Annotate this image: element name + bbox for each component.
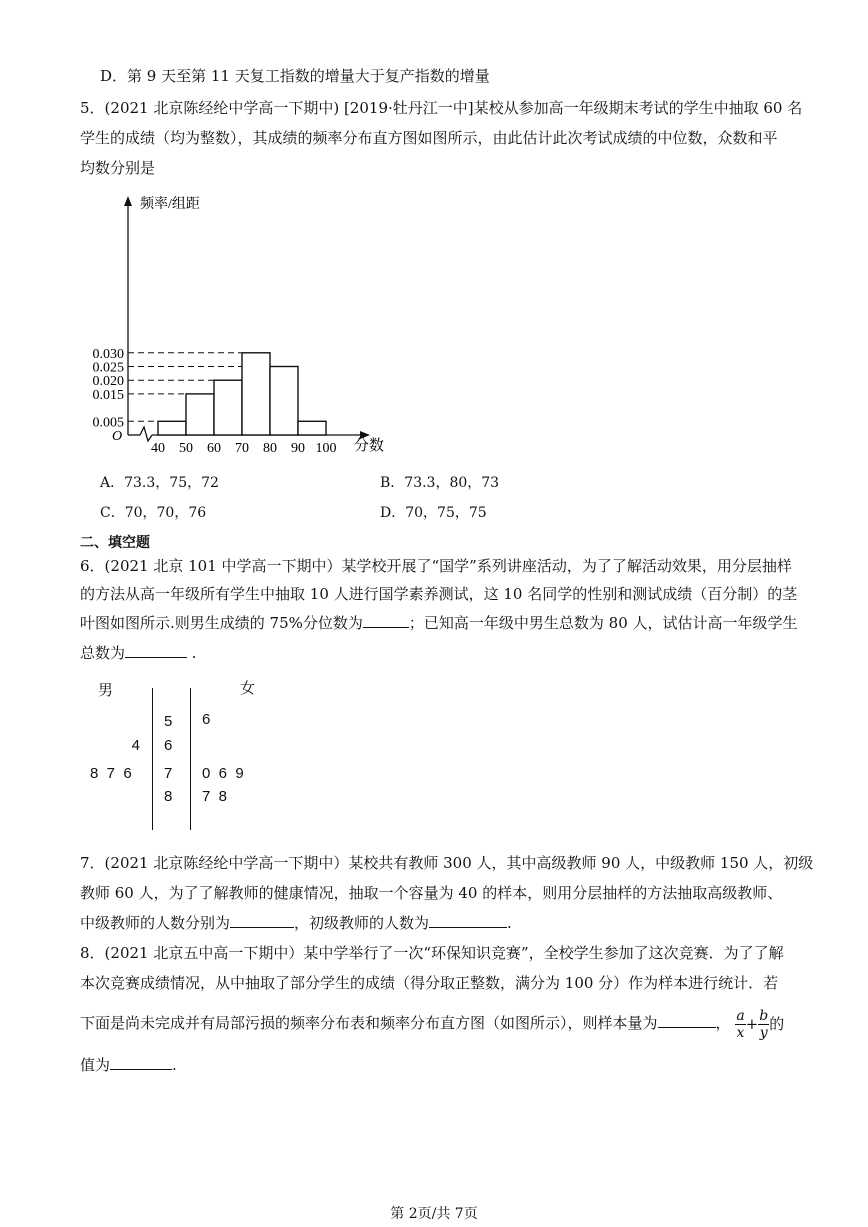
q8-blank-1[interactable] [658,1013,716,1028]
x-tick-label: 100 [315,441,337,456]
q6-line4 [80,643,197,663]
histogram-bar [270,367,298,436]
x-tick-label: 40 [151,441,165,456]
plus-sign: + [745,1015,759,1033]
x-tick-label: 90 [291,441,305,456]
y-axis-label: 频率/组距 [140,197,200,212]
x-tick-label: 60 [207,441,221,456]
q7-line3-text-a: 中级教师的人数分别为 [80,914,231,932]
q7-blank-1[interactable] [230,913,294,928]
q8-line2: 本次竞赛成绩情况，从中抽取了部分学生的成绩（得分取正整数，满分为 100 分）作为样本进行统计．若 [80,974,779,992]
q8-line4-text-a: 值为 [80,1056,111,1074]
y-tick-label: 0.015 [92,387,124,403]
q6-line4-text-a: 总数为 [80,644,126,662]
stem-row-3-stem: 7 [164,765,173,782]
x-tick-label: 80 [263,441,277,456]
histogram-bar [214,380,242,435]
y-tick-label: 0.025 [92,360,124,376]
origin-label: O [112,429,123,444]
y-axis-arrow [124,196,132,206]
q6-line1: 6．(2021 北京 101 中学高一下期中）某学校开展了“国学”系列讲座活动，为了了解活动效果，用分层抽样 [80,557,792,575]
page-footer: 第 2页/共 7页 [390,1206,478,1222]
q7-line3-text-b: ，初级教师的人数为 [294,914,430,932]
stem-divider-left [152,688,153,830]
q8-blank-2[interactable] [110,1055,172,1070]
stem-divider-right [190,688,191,830]
stem-row-4-stem: 8 [164,788,173,805]
q8-line4 [80,1055,177,1075]
q7-line3-text-c: . [507,914,512,932]
q5-option-c[interactable]: C．70，70，76 [100,505,207,521]
q8-line4-text-b: . [172,1056,177,1074]
q6-blank-2[interactable] [125,643,187,658]
q5-line2: 学生的成绩（均为整数），其成绩的频率分布直方图如图所示，由此估计此次考试成绩的中位数，众数和平 [80,129,778,147]
q7-line3 [80,913,512,933]
fraction-a-over-x [735,1008,745,1041]
q6-line4-text-b: . [187,644,197,662]
q4-option-d: D．第 9 天至第 11 天复工指数的增量大于复产指数的增量 [100,67,490,85]
q5-line1: 5．(2021 北京陈经纶中学高一下期中) [2019·牡丹江一中]某校从参加高一年级期末考试的学生中抽取 60 名 [80,99,803,117]
axis-break [140,427,152,441]
q8-line3-text-a: 下面是尚未完成并有局部污损的频率分布表和频率分布直方图（如图所示），则样本量为 [80,1014,658,1032]
fraction-1-numerator: a [736,1007,745,1024]
q5-option-d[interactable]: D．70，75，75 [380,505,487,521]
stem-leaf-plot [90,680,290,830]
q8-line3-text-b: ， [715,1014,731,1032]
stem-right-header: 女 [240,680,256,697]
histogram-bar [298,421,326,435]
y-tick-label: 0.005 [92,415,124,431]
x-tick-label: 70 [235,441,249,456]
fraction-2-denominator: y [759,1024,768,1041]
q6-line3 [80,613,798,633]
stem-row-1-stem: 5 [164,713,173,730]
fraction-2-numerator: b [759,1007,769,1024]
q8-line3 [80,1004,784,1043]
fraction-b-over-y [758,1008,769,1041]
q7-line1: 7．(2021 北京陈经纶中学高一下期中）某校共有教师 300 人，其中高级教师 90 人，中级教师 150 人，初级 [80,854,814,872]
x-axis-label: 分数 [354,438,385,454]
fraction-1-denominator: x [736,1024,745,1041]
frequency-histogram [92,190,400,460]
stem-row-2-stem: 6 [164,737,173,754]
section-title: 二、填空题 [80,535,150,551]
stem-row-4-right: 7 8 [202,788,228,805]
q8-line3-text-c: 的 [769,1015,785,1033]
q5-option-a[interactable]: A．73.3，75，72 [100,475,219,491]
stem-row-2-left: 4 [131,737,140,754]
stem-row-3-left: 8 7 6 [90,765,132,782]
y-tick-label: 0.020 [92,374,124,390]
histogram-bar [186,394,214,435]
q6-blank-1[interactable] [363,613,409,628]
stem-row-3-right: 0 6 9 [202,765,244,782]
q6-line2: 的方法从高一年级所有学生中抽取 10 人进行国学素养测试，这 10 名同学的性别和测试成绩（百分制）的茎 [80,585,798,603]
q7-blank-2[interactable] [429,913,507,928]
q8-line1: 8．(2021 北京五中高一下期中）某中学举行了一次“环保知识竞赛”，全校学生参加了这次竞赛．为了了解 [80,944,784,962]
histogram-bar [158,421,186,435]
q5-option-b[interactable]: B．73.3，80，73 [380,475,500,491]
q6-line3-text-b: ；已知高一年级中男生总数为 80 人，试估计高一年级学生 [408,614,798,632]
y-tick-label: 0.030 [92,346,124,362]
stem-row-1-right: 6 [202,711,211,728]
x-tick-label: 50 [179,441,193,456]
q6-line3-text-a: 叶图如图所示.则男生成绩的 75%分位数为 [80,614,363,632]
stem-left-header: 男 [98,682,114,699]
histogram-bar [242,353,270,435]
q7-line2: 教师 60 人，为了了解教师的健康情况，抽取一个容量为 40 的样本，则用分层抽样的方法抽取高级教师、 [80,884,783,902]
q5-line3: 均数分别是 [80,159,156,177]
